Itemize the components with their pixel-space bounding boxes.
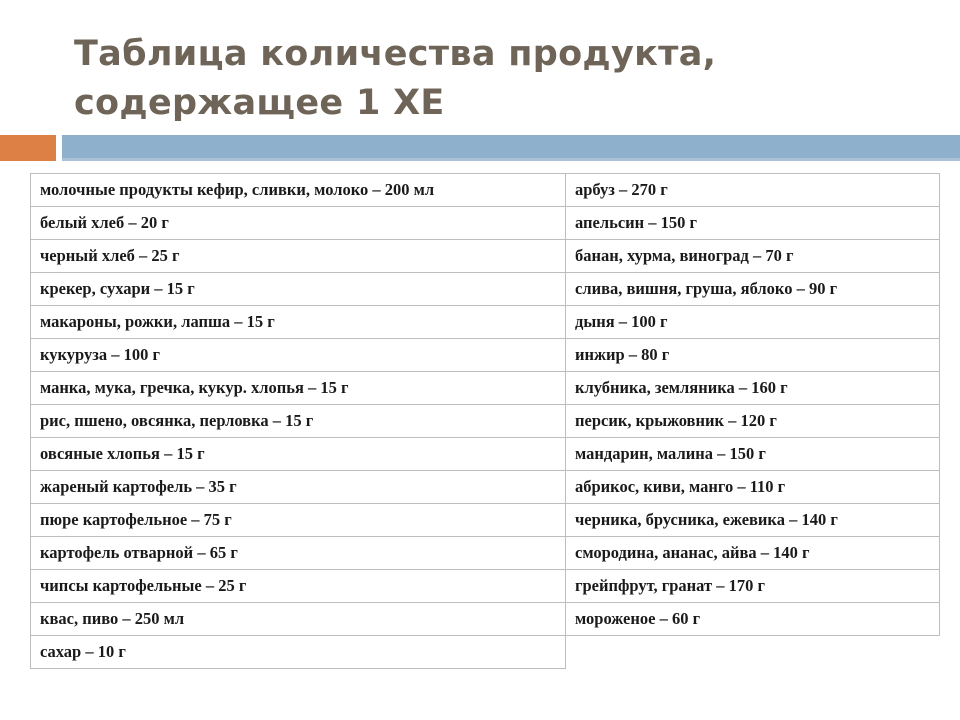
table-cell-left: черный хлеб – 25 г	[31, 240, 566, 273]
table-row	[31, 636, 940, 669]
accent-bar-blue-underline	[62, 158, 960, 161]
table-cell-left: сахар – 10 г	[31, 636, 566, 669]
table-cell-left: белый хлеб – 20 г	[31, 207, 566, 240]
table-cell-right: банан, хурма, виноград – 70 г	[566, 240, 940, 273]
table-cell-right: мороженое – 60 г	[566, 603, 940, 636]
xe-products-table	[30, 173, 940, 669]
accent-bar-orange	[0, 135, 56, 161]
table-cell-right: апельсин – 150 г	[566, 207, 940, 240]
table-cell-right: клубника, земляника – 160 г	[566, 372, 940, 405]
table-row	[31, 339, 940, 372]
table-row	[31, 603, 940, 636]
slide-title	[74, 30, 934, 128]
table-cell-left: картофель отварной – 65 г	[31, 537, 566, 570]
table-row	[31, 405, 940, 438]
table-cell-right: мандарин, малина – 150 г	[566, 438, 940, 471]
table-row	[31, 273, 940, 306]
table-cell-left: макароны, рожки, лапша – 15 г	[31, 306, 566, 339]
table-cell-right: персик, крыжовник – 120 г	[566, 405, 940, 438]
table-cell-left: манка, мука, гречка, кукур. хлопья – 15 г	[31, 372, 566, 405]
table-cell-left: жареный картофель – 35 г	[31, 471, 566, 504]
table-cell-right: дыня – 100 г	[566, 306, 940, 339]
table-row	[31, 438, 940, 471]
table-cell-left: крекер, сухари – 15 г	[31, 273, 566, 306]
table-cell-right: грейпфрут, гранат – 170 г	[566, 570, 940, 603]
slide-title-line-1: Таблица количества продукта,	[74, 34, 717, 74]
table-cell-right: арбуз – 270 г	[566, 174, 940, 207]
table-cell-right: черника, брусника, ежевика – 140 г	[566, 504, 940, 537]
table-row	[31, 240, 940, 273]
table-cell-left: квас, пиво – 250 мл	[31, 603, 566, 636]
xe-products-table-body	[31, 174, 940, 669]
table-cell-left: молочные продукты кефир, сливки, молоко – 200 мл	[31, 174, 566, 207]
table-cell-left: пюре картофельное – 75 г	[31, 504, 566, 537]
table-cell-right: инжир – 80 г	[566, 339, 940, 372]
table-row	[31, 504, 940, 537]
table-row	[31, 174, 940, 207]
table-row	[31, 570, 940, 603]
table-cell-left: рис, пшено, овсянка, перловка – 15 г	[31, 405, 566, 438]
table-row	[31, 372, 940, 405]
table-row	[31, 537, 940, 570]
table-row	[31, 306, 940, 339]
table-cell-left: чипсы картофельные – 25 г	[31, 570, 566, 603]
table-row	[31, 207, 940, 240]
table-cell-right: смородина, ананас, айва – 140 г	[566, 537, 940, 570]
table-cell-empty	[566, 636, 940, 669]
table-cell-right: абрикос, киви, манго – 110 г	[566, 471, 940, 504]
table-cell-right: слива, вишня, груша, яблоко – 90 г	[566, 273, 940, 306]
table-row	[31, 471, 940, 504]
table-cell-left: овсяные хлопья – 15 г	[31, 438, 566, 471]
table-cell-left: кукуруза – 100 г	[31, 339, 566, 372]
slide-title-line-2: содержащее 1 ХЕ	[74, 83, 445, 123]
